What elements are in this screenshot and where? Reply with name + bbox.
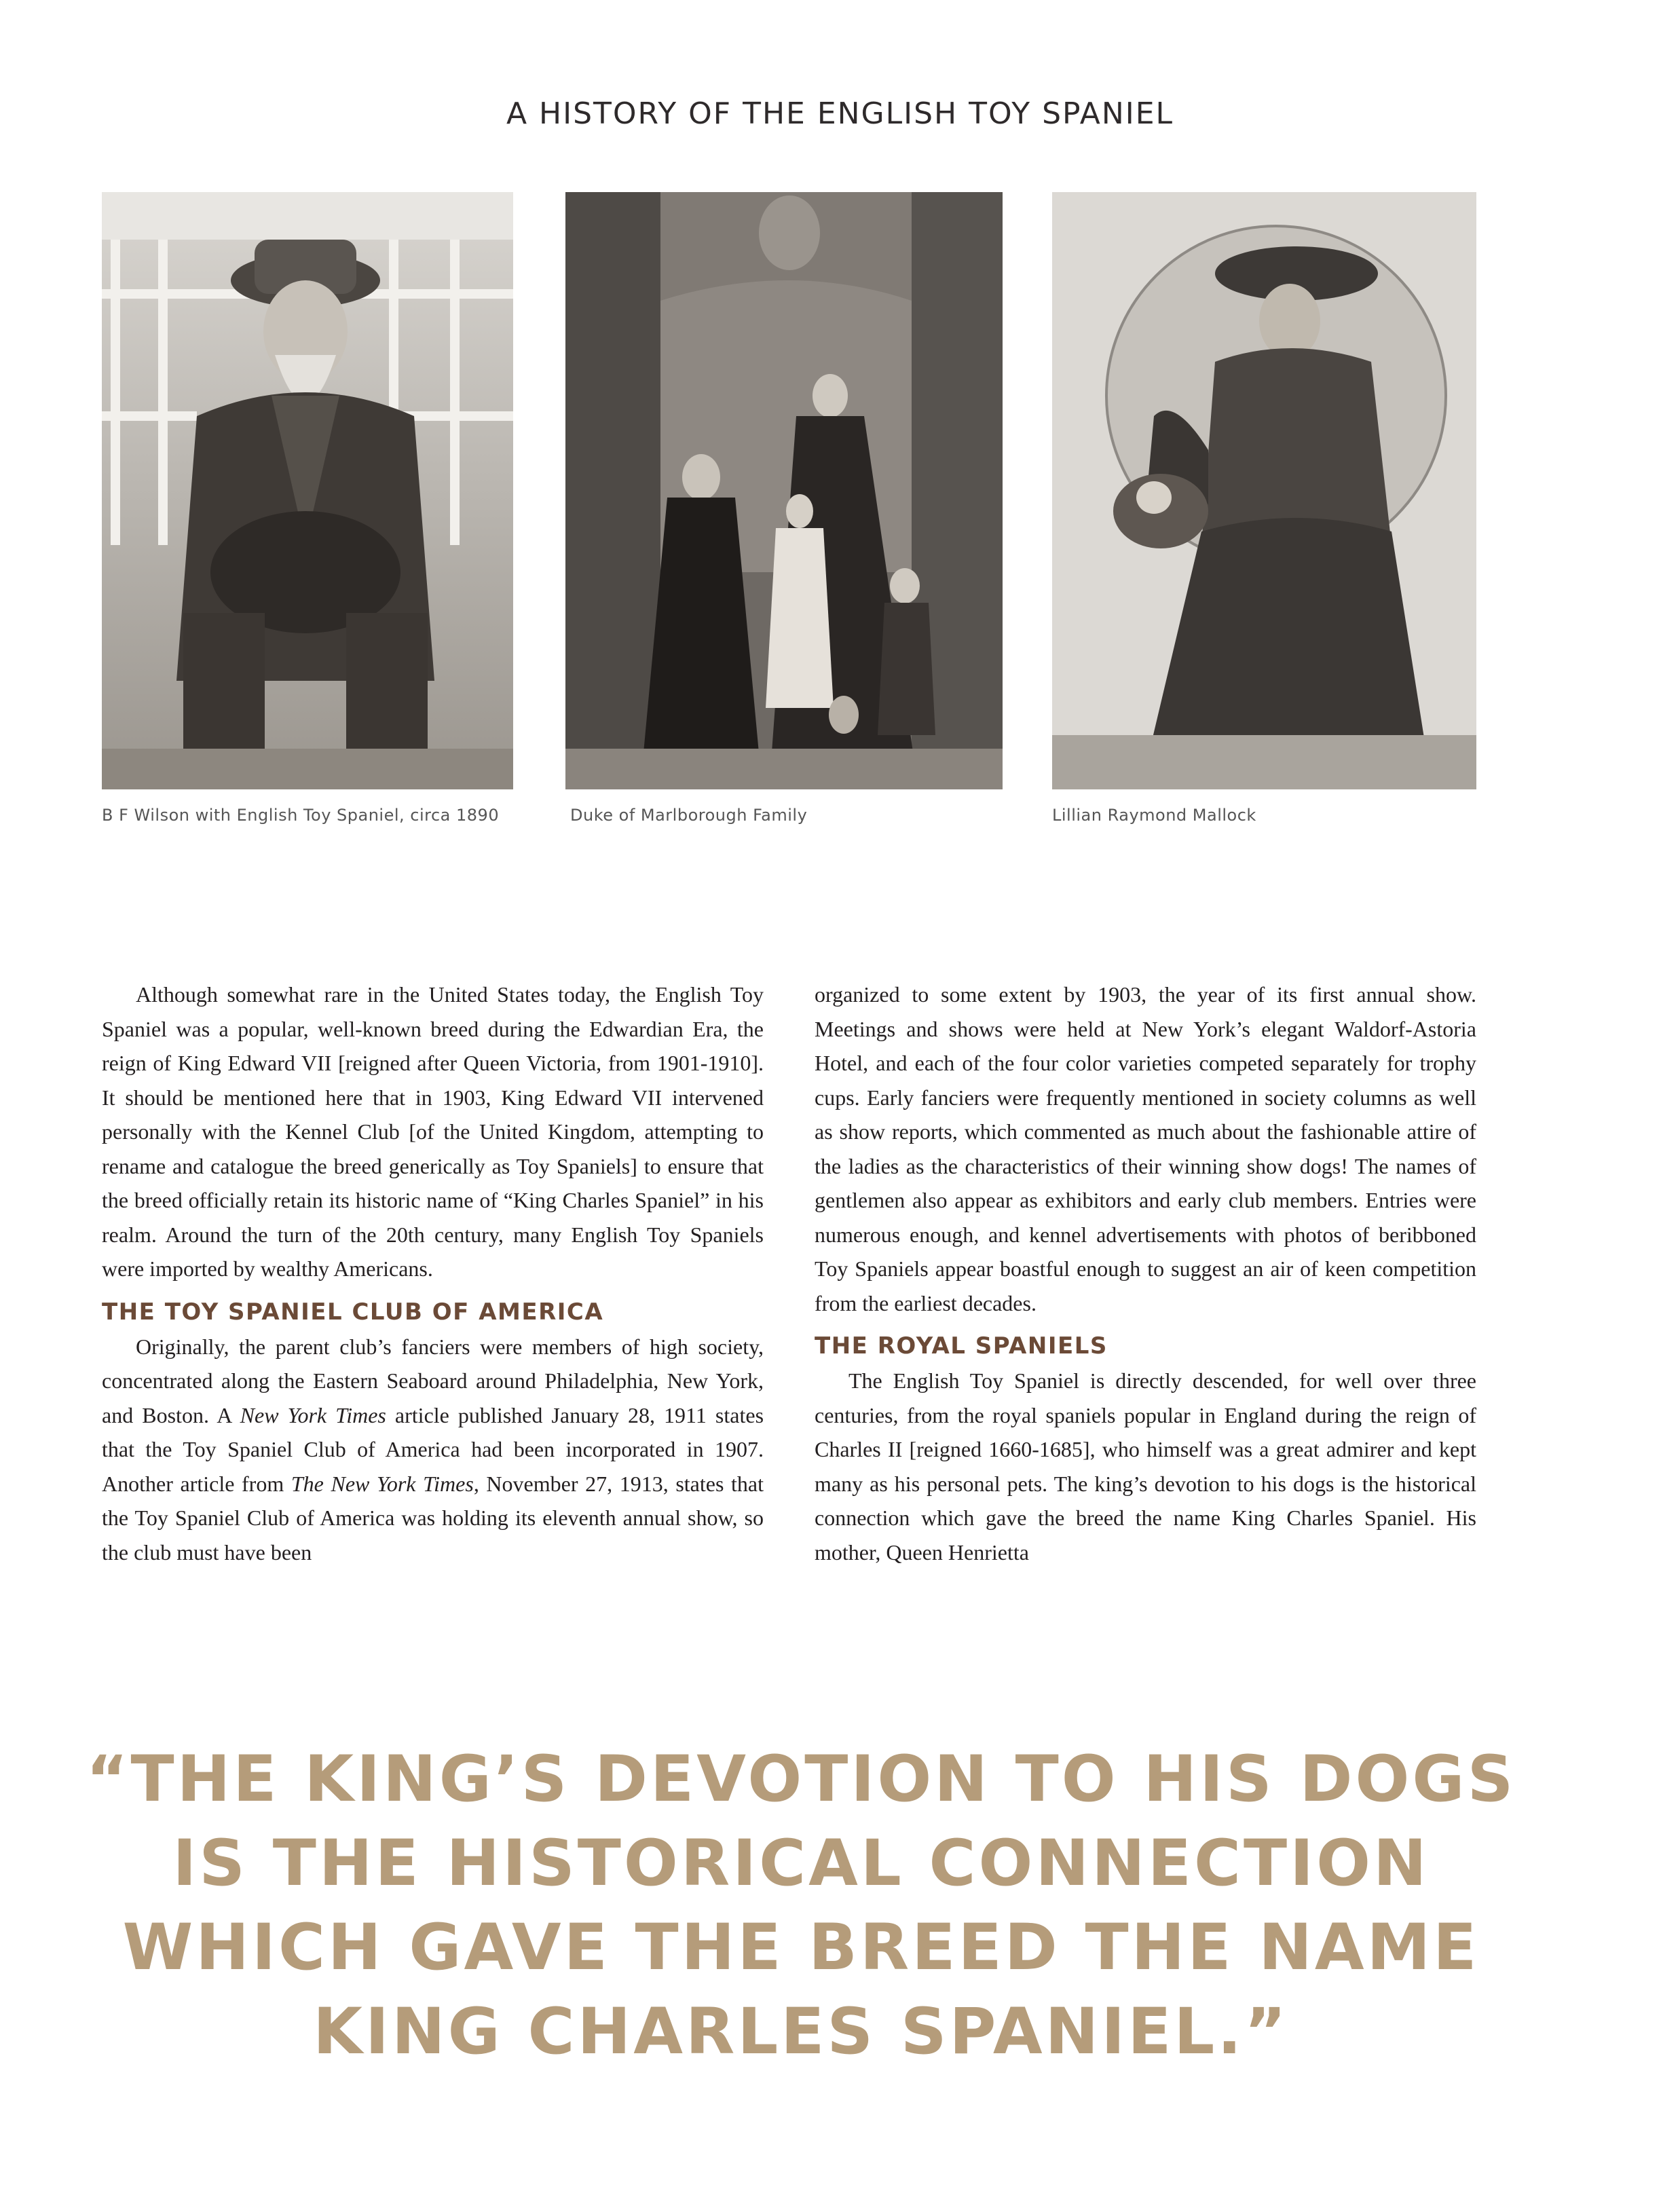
pull-quote-line: KING CHARLES SPANIEL.” (313, 1995, 1289, 2069)
publication-title: New York Times (240, 1402, 386, 1427)
pull-quote-line: IS THE HISTORICAL CONNECTION (172, 1827, 1430, 1901)
photo-lillian-mallock (1052, 192, 1476, 789)
photo-bf-wilson (102, 192, 513, 789)
running-head: A HISTORY OF THE ENGLISH TOY SPANIEL (506, 96, 1174, 131)
section-heading: THE ROYAL SPANIELS (815, 1332, 1108, 1360)
body-column-right (815, 977, 1476, 1569)
pull-quote (75, 1738, 1527, 2074)
publication-title: The New York Times (291, 1471, 474, 1496)
text-run: Originally, the parent club’s fanciers were members of high society, concentrated along the Eastern Seaboard around Philadelphia, New York, and Boston. A (102, 1334, 764, 1427)
text-run: article published January 28, 1911 states that the Toy Spaniel Club of America had been incorporated in 1907. Another article from (102, 1402, 764, 1496)
photo-caption: Duke of Marlborough Family (570, 806, 808, 825)
body-paragraph (102, 1330, 764, 1570)
pull-quote-line: “THE KING’S DEVOTION TO HIS DOGS (86, 1742, 1516, 1816)
body-paragraph: The English Toy Spaniel is directly descended, for well over three centuries, from the royal spaniels popular in England during the reign of Charles II [reigned 1660-1685], who himself was a great admirer and kept many as his personal pets. The king’s devotion to his dogs is the historical connection which gave the breed the name King Charles Spaniel. His mother, Queen Henrietta (815, 1368, 1476, 1565)
photo-caption: Lillian Raymond Mallock (1052, 806, 1256, 825)
body-paragraph: organized to some extent by 1903, the year of its first annual show. Meetings and shows were held at New York’s elegant Waldorf-Astoria Hotel, and each of the four color varieties competed separately for trophy cups. Early fanciers were frequently mentioned in society columns as well as show reports, which commented as much about the fashionable attire of the ladies as the characteristics of their winning show dogs! The names of gentlemen also appear as exhibitors and early club members. Entries were numerous enough, and kennel advertisements with photos of beribboned Toy Spaniels appear boastful enough to suggest an air of keen competition from the earliest decades. (815, 982, 1476, 1315)
photo-marlborough-family (565, 192, 1003, 789)
pull-quote-line: WHICH GAVE THE BREED THE NAME (122, 1911, 1480, 1985)
body-paragraph: Although somewhat rare in the United States today, the English Toy Spaniel was a popular, well-known breed during the Edwardian Era, the reign of King Edward VII [reigned after Queen Victoria, from 1901-1910]. It should be mentioned here that in 1903, King Edward VII intervened personally with the Kennel Club [of the United Kingdom, attempting to rename and catalogue the breed generically as Toy Spaniels] to ensure that the breed officially retain its historic name of “King Charles Spaniel” in his realm. Around the turn of the 20th century, many English Toy Spaniels were imported by wealthy Americans. (102, 982, 764, 1281)
section-heading: THE TOY SPANIEL CLUB OF AMERICA (102, 1298, 604, 1326)
body-column-left (102, 977, 764, 1569)
text-run: , November 27, 1913, states that the Toy Spaniel Club of America was holding its eleventh annual show, so the club must have been (102, 1471, 764, 1565)
photo-caption: B F Wilson with English Toy Spaniel, circa 1890 (102, 806, 500, 825)
